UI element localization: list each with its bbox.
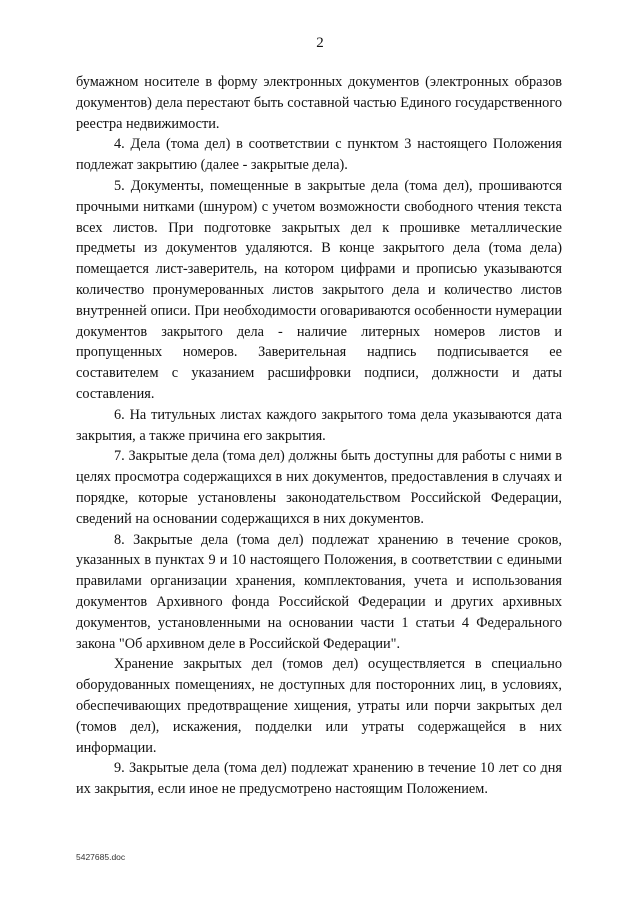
paragraph-storage-conditions: Хранение закрытых дел (томов дел) осуществляется в специально оборудованных помещениях, не доступных для посторонних лиц, в условиях, обеспечивающих предотвращение хищения, утраты или порчи закрытых дел (томов дел), искажения, подделки или утраты содержащейся в них информации. bbox=[76, 656, 562, 756]
paragraph-item-4: 4. Дела (тома дел) в соответствии с пунктом 3 настоящего Положения подлежат закрытию (далее - закрытые дела). bbox=[76, 136, 562, 174]
paragraph-item-5: 5. Документы, помещенные в закрытые дела (тома дел), прошиваются прочными нитками (шнуром) с учетом возможности свободного чтения текста всех листов. При подготовке закрытых дел к прошивке металлические предметы из документов удаляются. В конце закрытого дела (тома дела) помещается лист-заверитель, на котором цифрами и прописью указываются количество пронумерованных листов закрытого дела и количество листов внутренней описи. При необходимости оговариваются особенности нумерации документов закрытого дела - наличие литерных номеров листов и пропущенных номеров. Заверительная надпись подписывается ее составителем с указанием расшифровки подписи, должности и даты составления. bbox=[76, 177, 562, 402]
paragraph-item-7: 7. Закрытые дела (тома дел) должны быть доступны для работы с ними в целях просмотра содержащихся в них документов, предоставления в случаях и порядке, которые установлены законодательством Российской Федерации, сведений на основании содержащихся в них документов. bbox=[76, 448, 562, 527]
paragraph-item-8: 8. Закрытые дела (тома дел) подлежат хранению в течение сроков, указанных в пунктах 9 и 10 настоящего Положения, в соответствии с едиными правилами организации хранения, комплектования, учета и использования документов Архивного фонда Российской Федерации и других архивных документов, установленными на основании части 1 статьи 4 Федерального закона "Об архивном деле в Российской Федерации". bbox=[76, 531, 562, 652]
paragraph-item-9: 9. Закрытые дела (тома дел) подлежат хранению в течение 10 лет со дня их закрытия, если иное не предусмотрено настоящим Положением. bbox=[76, 760, 562, 798]
page-number: 2 bbox=[316, 35, 324, 51]
document-body bbox=[76, 72, 562, 800]
footer-filename: 5427685.doc bbox=[76, 852, 126, 862]
paragraph-continuation: бумажном носителе в форму электронных документов (электронных образов документов) дела перестают быть составной частью Единого государственного реестра недвижимости. bbox=[76, 74, 562, 132]
paragraph-item-6: 6. На титульных листах каждого закрытого тома дела указываются дата закрытия, а также причина его закрытия. bbox=[76, 406, 562, 444]
